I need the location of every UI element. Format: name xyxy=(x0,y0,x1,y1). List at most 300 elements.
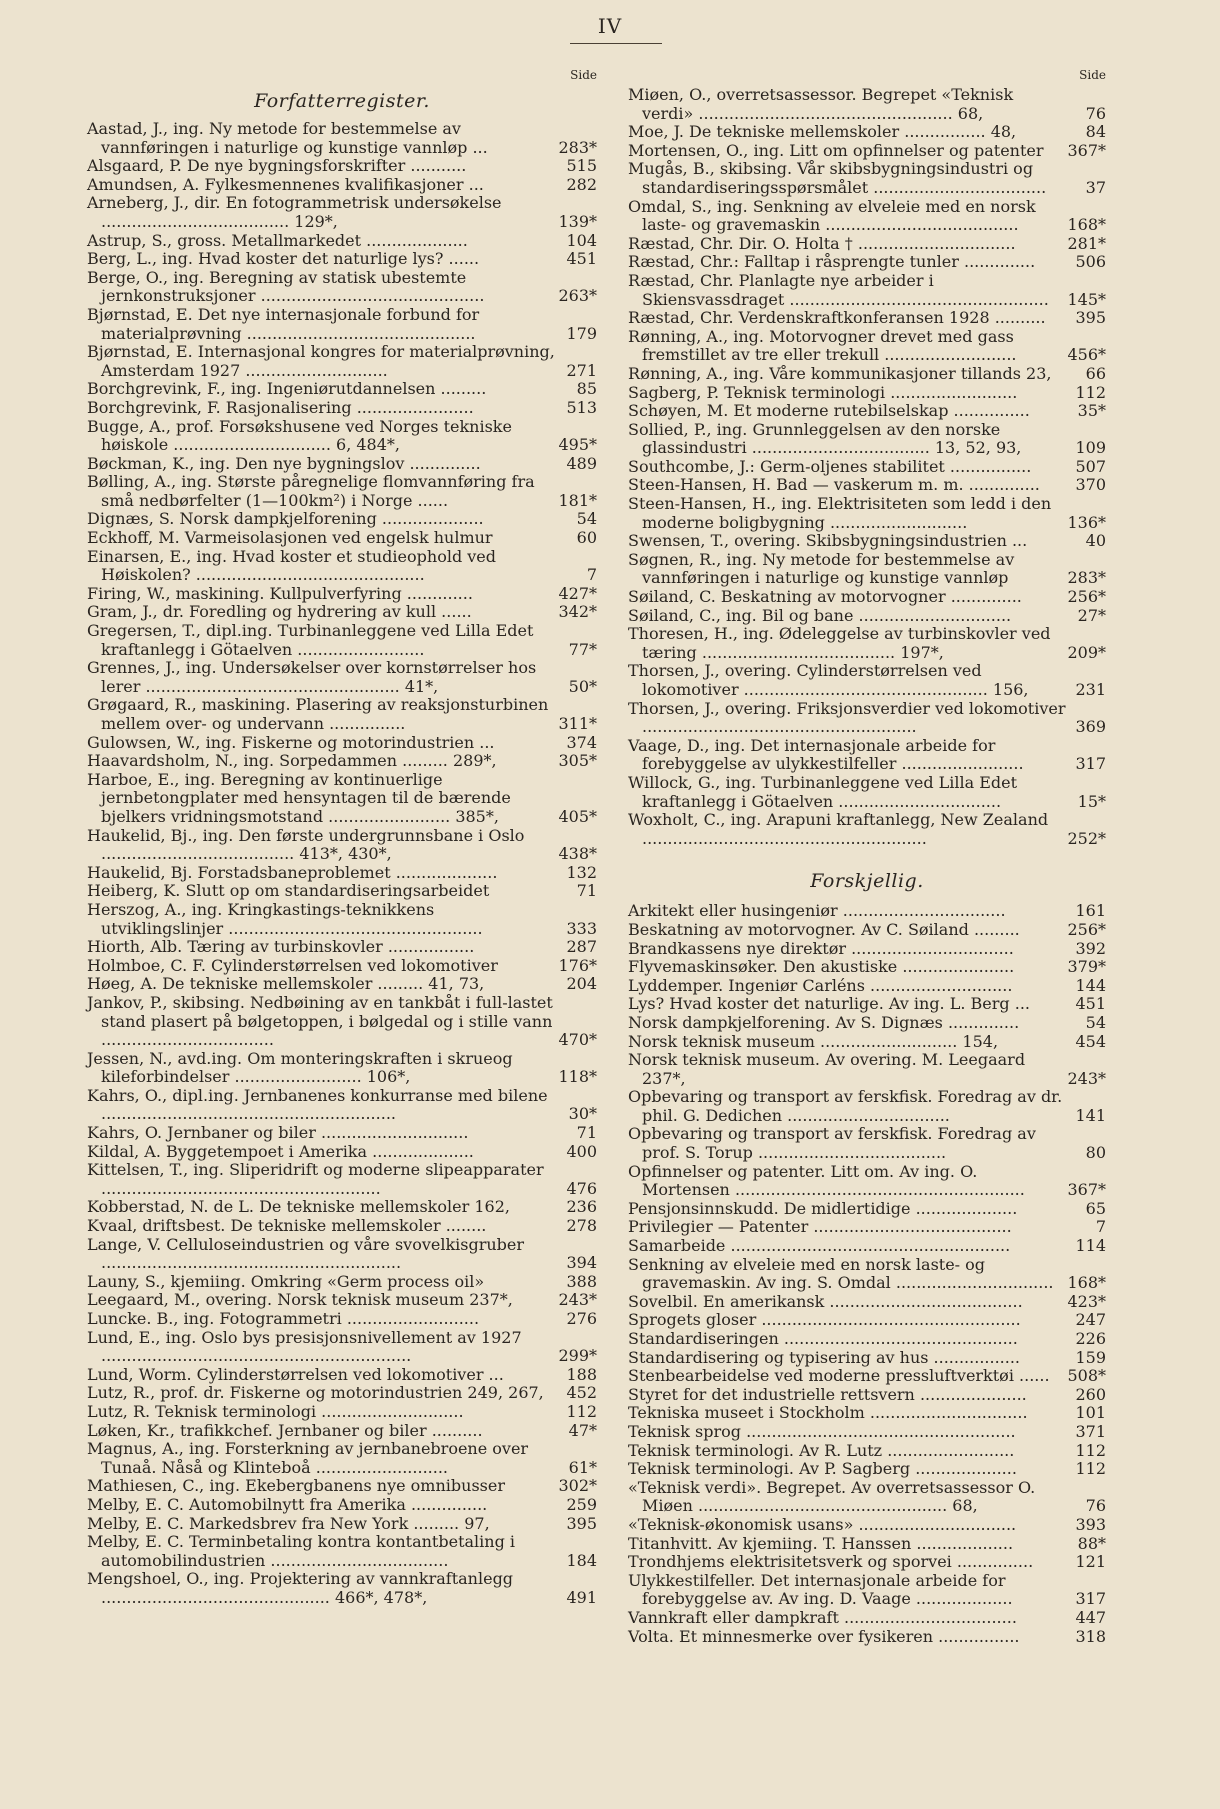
author-entry-list xyxy=(87,120,597,1608)
entry-text: Lange, V. Celluloseindustrien og våre svovelkisgruber ........................................................... xyxy=(87,1234,525,1273)
entry-text: Tekniska museet i Stockholm ............................... xyxy=(628,1403,1028,1423)
index-entry xyxy=(628,921,1106,940)
index-entry xyxy=(87,306,597,343)
entry-text: Mengshoel, O., ing. Projektering av vannkraftanlegg ............................................. 466*, 478*, xyxy=(87,1569,514,1607)
entry-text: Ræstad, Chr.: Falltap i råsprengte tunler .............. xyxy=(628,252,1036,272)
entry-page-number: 263* xyxy=(558,286,597,306)
entry-page-number: 35* xyxy=(1077,401,1106,421)
index-entry xyxy=(628,1163,1106,1200)
index-entry xyxy=(87,957,597,976)
entry-page-number: 109 xyxy=(1075,438,1106,458)
entry-text: Bølling, A., ing. Største påregnelige flomvannføring fra små nedbørfelter (1—100km²) i Norge ...... xyxy=(87,472,535,510)
entry-page-number: 7 xyxy=(1095,1217,1106,1237)
entry-page-number: 209* xyxy=(1067,642,1106,662)
entry-page-number: 491 xyxy=(566,1587,597,1607)
index-entry xyxy=(87,120,597,157)
entry-text: Søiland, C. Beskatning av motorvogner .............. xyxy=(628,587,1022,607)
entry-text: Mugås, B., skibsing. Vår skibsbygningsindustri og standardiseringsspørsmålet .................................. xyxy=(628,159,1047,197)
author-index-column xyxy=(87,68,597,1608)
index-entry xyxy=(628,1125,1106,1162)
index-entry xyxy=(87,901,597,938)
entry-page-number: 400 xyxy=(566,1141,597,1161)
entry-text: Berg, L., ing. Hvad koster det naturlige lys? ...... xyxy=(87,249,480,269)
entry-text: Bjørnstad, E. Det nye internasjonale forbund for materialprøvning ............................................. xyxy=(87,304,480,343)
index-entry xyxy=(87,1050,597,1087)
index-entry xyxy=(87,455,597,474)
index-entry xyxy=(628,253,1106,272)
entry-text: «Teknisk verdi». Begrepet. Av overretsassessor O. Miøen ................................................. 68, xyxy=(628,1477,1036,1516)
index-entry xyxy=(87,548,597,585)
entry-page-number: 259 xyxy=(566,1494,597,1514)
entry-page-number: 101 xyxy=(1075,1403,1106,1423)
index-entry xyxy=(628,384,1106,403)
entry-page-number: 276 xyxy=(566,1309,597,1328)
entry-text: Kahrs, O., dipl.ing. Jernbanenes konkurranse med bilene .......................................................... xyxy=(87,1085,548,1124)
entry-page-number: 452 xyxy=(566,1383,597,1403)
index-entry xyxy=(87,1198,597,1217)
entry-page-number: 40 xyxy=(1085,531,1106,551)
index-entry xyxy=(87,399,597,418)
entry-text: Stenbearbeidelse ved moderne pressluftverktøi ...... xyxy=(628,1366,1050,1386)
entry-text: Herszog, A., ing. Kringkastings-teknikkens utviklingslinjer .................................................. xyxy=(87,899,483,938)
index-entry xyxy=(628,662,1106,699)
entry-text: Heiberg, K. Slutt op om standardiseringsarbeidet xyxy=(87,881,490,901)
index-entry xyxy=(87,1384,597,1403)
entry-page-number: 495* xyxy=(558,435,597,455)
entry-text: Arneberg, J., dir. En fotogrammetrisk undersøkelse ..................................... 129*, xyxy=(87,193,502,231)
entry-text: Kittelsen, T., ing. Sliperidrift og moderne slipeapparater ....................................................... xyxy=(87,1160,544,1198)
entry-page-number: 66 xyxy=(1085,363,1106,383)
entry-page-number: 318 xyxy=(1075,1626,1106,1646)
index-entry xyxy=(628,1609,1106,1628)
entry-text: Berge, O., ing. Beregning av statisk ubestemte jernkonstruksjoner ............................................ xyxy=(87,267,485,306)
entry-page-number: 299* xyxy=(558,1346,597,1366)
index-entry xyxy=(87,1366,597,1385)
index-entry xyxy=(87,1161,597,1198)
entry-page-number: 395 xyxy=(566,1513,597,1533)
entry-text: Moe, J. De tekniske mellemskoler ................ 48, xyxy=(628,122,1017,142)
entry-page-number: 181* xyxy=(558,490,597,510)
entry-page-number: 447 xyxy=(1075,1607,1106,1627)
entry-page-number: 395 xyxy=(1075,308,1106,328)
index-entry xyxy=(87,659,597,696)
entry-page-number: 282 xyxy=(566,174,597,194)
entry-page-number: 37 xyxy=(1085,177,1106,197)
entry-page-number: 256* xyxy=(1067,587,1106,607)
index-entry xyxy=(628,476,1106,495)
index-entry xyxy=(87,1440,597,1477)
side-column-label: Side xyxy=(570,68,597,82)
index-entry xyxy=(87,1087,597,1124)
index-entry xyxy=(87,1217,597,1236)
entry-page-number: 454 xyxy=(1075,1031,1106,1051)
entry-page-number: 226 xyxy=(1075,1329,1106,1348)
entry-page-number: 176* xyxy=(558,955,597,975)
entry-text: Trondhjems elektrisitetsverk og sporvei ............... xyxy=(628,1552,1034,1572)
index-entry xyxy=(628,1479,1106,1516)
entry-page-number: 61* xyxy=(568,1457,597,1477)
entry-text: Haavardsholm, N., ing. Sorpedammen ......... 289*, xyxy=(87,751,497,771)
entry-text: Lund, Worm. Cylinderstørrelsen ved lokomotiver ... xyxy=(87,1364,504,1384)
page-number-rule xyxy=(570,43,662,44)
entry-text: Norsk teknisk museum ........................... 154, xyxy=(628,1031,999,1051)
entry-text: Høeg, A. De tekniske mellemskoler ......... 41, 73, xyxy=(87,974,485,994)
index-entry xyxy=(87,157,597,176)
entry-page-number: 7 xyxy=(586,565,597,585)
index-entry xyxy=(628,1051,1106,1088)
entry-page-number: 369 xyxy=(1075,717,1106,737)
index-entry xyxy=(87,734,597,753)
index-entry xyxy=(87,418,597,455)
entry-page-number: 112 xyxy=(1075,382,1106,402)
entry-page-number: 311* xyxy=(558,714,597,733)
entry-text: Jessen, N., avd.ing. Om monteringskraften i skrueog kileforbindelser ......................... 106*, xyxy=(87,1048,513,1087)
index-entry xyxy=(87,696,597,733)
entry-text: Bjørnstad, E. Internasjonal kongres for materialprøvning, Amsterdam 1927 ............................ xyxy=(87,342,555,380)
entry-page-number: 60 xyxy=(576,528,597,548)
index-entry xyxy=(87,250,597,269)
entry-page-number: 50* xyxy=(568,676,597,696)
index-entry xyxy=(628,142,1106,161)
entry-text: Launy, S., kjemiing. Omkring «Germ process oil» xyxy=(87,1271,485,1291)
entry-text: Gulowsen, W., ing. Fiskerne og motorindustrien ... xyxy=(87,732,495,752)
entry-text: Bøckman, K., ing. Den nye bygningslov .............. xyxy=(87,453,481,473)
entry-page-number: 506 xyxy=(1075,252,1106,272)
entry-page-number: 159 xyxy=(1075,1347,1106,1367)
entry-page-number: 513 xyxy=(566,397,597,417)
entry-text: Borchgrevink, F., ing. Ingeniørutdannelsen ......... xyxy=(87,379,487,399)
entry-page-number: 508* xyxy=(1067,1366,1106,1386)
index-entry xyxy=(628,1553,1106,1572)
index-entry xyxy=(628,1535,1106,1554)
entry-page-number: 392 xyxy=(1075,938,1106,958)
entry-page-number: 438* xyxy=(558,844,597,864)
entry-page-number: 15* xyxy=(1077,791,1106,811)
index-entry xyxy=(628,1014,1106,1033)
entry-text: Opbevaring og transport av ferskfisk. Foredrag av dr. phil. G. Dedichen ................................ xyxy=(628,1087,1063,1125)
entry-text: Alsgaard, P. De nye bygningsforskrifter ........... xyxy=(87,156,467,176)
entry-text: Astrup, S., gross. Metallmarkedet .................... xyxy=(87,230,468,250)
entry-text: Willock, G., ing. Turbinanleggene ved Lilla Edet kraftanlegg i Götaelven ................................ xyxy=(628,772,1018,811)
index-entry xyxy=(87,938,597,957)
entry-text: Firing, W., maskining. Kullpulverfyring ............. xyxy=(87,583,473,603)
entry-page-number: 256* xyxy=(1067,919,1106,939)
entry-text: Thorsen, J., overing. Cylinderstørrelsen ved lokomotiver ................................................ 156, xyxy=(628,661,1029,699)
entry-text: Sprogets gloser ................................................... xyxy=(628,1310,1021,1330)
entry-text: Gram, J., dr. Foredling og hydrering av kull ...... xyxy=(87,602,472,622)
entry-text: Borchgrevink, F. Rasjonalisering ....................... xyxy=(87,397,474,417)
entry-page-number: 394 xyxy=(566,1253,597,1273)
entry-page-number: 27* xyxy=(1077,605,1106,625)
entry-page-number: 342* xyxy=(558,602,597,622)
entry-text: Schøyen, M. Et moderne rutebilselskap ............... xyxy=(628,401,1030,421)
index-entry xyxy=(628,774,1106,811)
index-entry xyxy=(87,1533,597,1570)
index-entry xyxy=(628,328,1106,365)
index-entry xyxy=(628,1572,1106,1609)
index-entry xyxy=(628,1442,1106,1461)
index-entry xyxy=(87,1496,597,1515)
entry-page-number: 287 xyxy=(566,937,597,957)
entry-text: Haukelid, Bj., ing. Den første undergrunnsbane i Oslo ...................................... 413*, 430*, xyxy=(87,825,525,864)
index-entry xyxy=(87,752,597,771)
entry-text: Grennes, J., ing. Undersøkelser over kornstørrelser hos lerer .................................................. 41*, xyxy=(87,658,537,696)
index-entry xyxy=(628,737,1106,774)
index-entry xyxy=(87,529,597,548)
entry-text: Woxholt, C., ing. Arapuni kraftanlegg, New Zealand ........................................................ xyxy=(628,810,1049,848)
index-entry xyxy=(87,194,597,231)
entry-text: Thoresen, H., ing. Ødeleggelse av turbinskovler ved tæring ...................................... 197*, xyxy=(628,624,1051,662)
entry-page-number: 252* xyxy=(1067,828,1106,848)
index-entry xyxy=(87,975,597,994)
entry-text: Mathiesen, C., ing. Ekebergbanens nye omnibusser xyxy=(87,1476,505,1496)
entry-page-number: 281* xyxy=(1067,233,1106,253)
entry-text: Arkitekt eller husingeniør ................................ xyxy=(628,901,1006,921)
entry-text: Sollied, P., ing. Grunnleggelsen av den norske glassindustri ................................... 13, 52, 93, xyxy=(628,419,1022,458)
index-entry xyxy=(628,1460,1106,1479)
entry-text: Sagberg, P. Teknisk terminologi ......................... xyxy=(628,382,1018,402)
index-entry xyxy=(87,585,597,604)
entry-page-number: 118* xyxy=(558,1067,597,1087)
entry-page-number: 388 xyxy=(566,1271,597,1291)
entry-page-number: 84 xyxy=(1085,122,1106,142)
miscellaneous-section-title: Forskjellig. xyxy=(810,870,924,893)
entry-text: Amundsen, A. Fylkesmennenes kvalifikasjoner ... xyxy=(87,174,484,194)
entry-text: Gregersen, T., dipl.ing. Turbinanleggene ved Lilla Edet kraftanlegg i Götaelven ......................... xyxy=(87,621,534,659)
entry-page-number: 317 xyxy=(1075,754,1106,774)
entry-page-number: 204 xyxy=(566,974,597,994)
entry-text: Mortensen, O., ing. Litt om opfinnelser og patenter xyxy=(628,140,1044,160)
index-entry xyxy=(87,1291,597,1310)
index-entry xyxy=(628,811,1106,848)
entry-text: Standardisering og typisering av hus ................. xyxy=(628,1347,1020,1367)
entry-page-number: 243* xyxy=(558,1290,597,1310)
index-entry xyxy=(628,1516,1106,1535)
entry-text: Vaage, D., ing. Det internasjonale arbeide for forebyggelse av ulykkestilfeller ........................ xyxy=(628,735,1024,774)
index-entry xyxy=(628,1404,1106,1423)
entry-text: Lutz, R. Teknisk terminologi ............................ xyxy=(87,1401,464,1421)
entry-text: Rønning, A., ing. Motorvogner drevet med gass fremstillet av tre eller trekull .......................... xyxy=(628,326,1017,365)
entry-page-number: 139* xyxy=(558,211,597,231)
index-entry xyxy=(628,1218,1106,1237)
page-number: IV xyxy=(597,14,623,38)
entry-page-number: 317 xyxy=(1075,1589,1106,1609)
entry-page-number: 80 xyxy=(1085,1143,1106,1163)
index-entry xyxy=(628,700,1106,737)
entry-text: Lyddemper. Ingeniør Carléns ............................ xyxy=(628,975,1013,995)
index-entry xyxy=(87,827,597,864)
index-entry xyxy=(628,421,1106,458)
entry-text: Swensen, T., overing. Skibsbygningsindustrien ... xyxy=(628,531,1028,551)
entry-page-number: 515 xyxy=(566,156,597,176)
index-entry xyxy=(628,309,1106,328)
entry-page-number: 104 xyxy=(566,230,597,250)
index-entry xyxy=(87,1310,597,1329)
index-entry xyxy=(628,625,1106,662)
entry-page-number: 507 xyxy=(1075,456,1106,476)
entry-page-number: 47* xyxy=(568,1420,597,1440)
index-entry xyxy=(628,532,1106,551)
entry-page-number: 77* xyxy=(568,639,597,659)
entry-text: Aastad, J., ing. Ny metode for bestemmelse av vannføringen i naturlige og kunstige vannløp ... xyxy=(87,119,488,157)
index-entry xyxy=(628,551,1106,588)
index-entry xyxy=(87,603,597,622)
entry-page-number: 144 xyxy=(1075,975,1106,995)
entry-text: Steen-Hansen, H. Bad — vaskerum m. m. .............. xyxy=(628,475,1040,495)
entry-text: Ræstad, Chr. Planlagte nye arbeider i Skiensvassdraget ................................................... xyxy=(628,270,1049,309)
entry-page-number: 30* xyxy=(568,1104,597,1124)
entry-text: Pensjonsinnskudd. De midlertidige .................... xyxy=(628,1198,1018,1218)
index-entry xyxy=(628,86,1106,123)
entry-page-number: 54 xyxy=(576,509,597,529)
index-entry xyxy=(628,958,1106,977)
entry-text: Ulykkestilfeller. Det internasjonale arbeide for forebyggelse av. Av ing. D. Vaage ................... xyxy=(628,1570,1013,1609)
entry-text: Thorsen, J., overing. Friksjonsverdier ved lokomotiver ...................................................... xyxy=(628,698,1066,737)
entry-text: Holmboe, C. F. Cylinderstørrelsen ved lokomotiver xyxy=(87,955,498,975)
index-entry xyxy=(87,1477,597,1496)
index-entry xyxy=(87,1403,597,1422)
entry-text: Melby, E. C. Terminbetaling kontra kontantbetaling i automobilindustrien ................................... xyxy=(87,1532,516,1570)
entry-page-number: 367* xyxy=(1067,1180,1106,1200)
entry-page-number: 370 xyxy=(1075,475,1106,495)
entry-text: Titanhvitt. Av kjemiing. T. Hanssen ................... xyxy=(628,1533,1014,1553)
entry-page-number: 88* xyxy=(1077,1533,1106,1553)
entry-text: Ræstad, Chr. Verdenskraftkonferansen 1928 .......... xyxy=(628,308,1046,328)
index-entry xyxy=(628,1330,1106,1349)
entry-text: Vannkraft eller dampkraft .................................. xyxy=(628,1607,1017,1627)
index-entry xyxy=(628,235,1106,254)
index-entry xyxy=(628,1200,1106,1219)
index-entry xyxy=(628,940,1106,959)
index-entry xyxy=(628,1311,1106,1330)
entry-text: Opbevaring og transport av ferskfisk. Foredrag av prof. S. Torup ..................................... xyxy=(628,1124,1036,1163)
index-entry xyxy=(628,902,1106,921)
index-entry xyxy=(87,1124,597,1143)
entry-text: Opfinnelser og patenter. Litt om. Av ing. O. Mortensen ......................................................... xyxy=(628,1161,1025,1200)
entry-text: Magnus, A., ing. Forsterkning av jernbanebroene over Tunaå. Nåså og Klinteboå .......................... xyxy=(87,1439,529,1477)
index-entry xyxy=(628,458,1106,477)
entry-page-number: 184 xyxy=(566,1550,597,1570)
entry-page-number: 71 xyxy=(576,1123,597,1143)
entry-page-number: 470* xyxy=(558,1030,597,1050)
index-entry xyxy=(628,977,1106,996)
entry-text: Lund, E., ing. Oslo bys presisjonsnivellement av 1927 ............................................................. xyxy=(87,1327,522,1366)
index-entry xyxy=(87,1422,597,1441)
index-entry xyxy=(87,771,597,827)
entry-text: Steen-Hansen, H., ing. Elektrisiteten som ledd i den moderne boligbygning ........................... xyxy=(628,494,1052,532)
entry-text: Sovelbil. En amerikansk ...................................... xyxy=(628,1291,1023,1311)
entry-text: Kildal, A. Byggetempoet i Amerika .................... xyxy=(87,1141,474,1161)
entry-text: Haukelid, Bj. Forstadsbaneproblemet .................... xyxy=(87,862,498,882)
entry-page-number: 371 xyxy=(1075,1421,1106,1441)
entry-page-number: 54 xyxy=(1085,1012,1106,1032)
entry-text: Luncke. B., ing. Fotogrammetri .......................... xyxy=(87,1309,480,1328)
entry-page-number: 136* xyxy=(1067,512,1106,532)
entry-page-number: 76 xyxy=(1085,103,1106,123)
miscellaneous-entry-list xyxy=(628,902,1106,1646)
entry-text: Miøen, O., overretsassessor. Begrepet «Teknisk verdi» .................................................. 68, xyxy=(628,85,1014,123)
index-entry xyxy=(87,622,597,659)
entry-text: Norsk dampkjelforening. Av S. Dignæs .............. xyxy=(628,1012,1020,1032)
index-entry xyxy=(628,1033,1106,1052)
index-entry xyxy=(628,1237,1106,1256)
entry-page-number: 114 xyxy=(1075,1236,1106,1256)
index-entry xyxy=(628,495,1106,532)
author-index-title: Forfatterregister. xyxy=(254,90,430,112)
entry-text: Kahrs, O. Jernbaner og biler ............................. xyxy=(87,1123,469,1143)
index-entry xyxy=(628,1367,1106,1386)
index-entry xyxy=(628,1293,1106,1312)
entry-page-number: 476 xyxy=(566,1178,597,1198)
index-entry xyxy=(628,607,1106,626)
entry-text: Norsk teknisk museum. Av overing. M. Leegaard 237*, xyxy=(628,1050,1026,1088)
entry-page-number: 65 xyxy=(1085,1198,1106,1218)
index-entry xyxy=(628,995,1106,1014)
entry-text: «Teknisk-økonomisk usans» ............................... xyxy=(628,1514,1017,1534)
entry-page-number: 271 xyxy=(566,360,597,380)
entry-page-number: 405* xyxy=(558,806,597,826)
index-entry xyxy=(628,1386,1106,1405)
entry-page-number: 236 xyxy=(566,1197,597,1217)
author-entry-list xyxy=(628,86,1106,848)
entry-text: Teknisk sprog ..................................................... xyxy=(628,1421,1016,1441)
index-entry xyxy=(87,1570,597,1607)
entry-page-number: 456* xyxy=(1067,345,1106,365)
entry-text: Søiland, C., ing. Bil og bane .............................. xyxy=(628,605,1012,625)
entry-text: Eckhoff, M. Varmeisolasjonen ved engelsk hulmur xyxy=(87,528,493,548)
index-entry xyxy=(628,1349,1106,1368)
entry-text: Bugge, A., prof. Forsøkshusene ved Norges tekniske høiskole ............................... 6, 484*, xyxy=(87,416,512,455)
index-entry xyxy=(87,269,597,306)
entry-page-number: 283* xyxy=(1067,568,1106,588)
entry-page-number: 374 xyxy=(566,732,597,752)
entry-text: Beskatning av motorvogner. Av C. Søiland ......... xyxy=(628,919,1020,939)
index-entry xyxy=(628,365,1106,384)
entry-page-number: 379* xyxy=(1067,957,1106,977)
entry-text: Ræstad, Chr. Dir. O. Holta † ............................... xyxy=(628,233,1016,253)
entry-text: Privilegier — Patenter ....................................... xyxy=(628,1217,1012,1237)
entry-page-number: 121 xyxy=(1075,1552,1106,1572)
author-index-continued-column xyxy=(628,68,1106,1646)
entry-page-number: 161 xyxy=(1075,901,1106,921)
entry-text: Standardiseringen .............................................. xyxy=(628,1329,1018,1348)
entry-text: Løken, Kr., trafikkchef. Jernbaner og biler .......... xyxy=(87,1420,483,1440)
index-entry xyxy=(628,160,1106,197)
entry-page-number: 427* xyxy=(558,583,597,603)
entry-text: Søgnen, R., ing. Ny metode for bestemmelse av vannføringen i naturlige og kunstige vannløp xyxy=(628,549,1015,588)
index-entry xyxy=(87,510,597,529)
index-entry xyxy=(628,123,1106,142)
entry-text: Melby, E. C. Markedsbrev fra New York ......... 97, xyxy=(87,1513,490,1533)
entry-text: Kobberstad, N. de L. De tekniske mellemskoler 162, xyxy=(87,1197,510,1217)
entry-page-number: 132 xyxy=(566,862,597,882)
entry-page-number: 231 xyxy=(1075,680,1106,699)
entry-text: Leegaard, M., overing. Norsk teknisk museum 237*, xyxy=(87,1290,513,1310)
entry-page-number: 168* xyxy=(1067,1273,1106,1293)
index-entry xyxy=(87,1273,597,1292)
index-entry xyxy=(87,1329,597,1366)
entry-page-number: 112 xyxy=(566,1401,597,1421)
index-entry xyxy=(87,380,597,399)
entry-text: Samarbeide ....................................................... xyxy=(628,1236,1011,1256)
index-entry xyxy=(628,198,1106,235)
entry-page-number: 168* xyxy=(1067,215,1106,235)
index-entry xyxy=(628,588,1106,607)
entry-page-number: 367* xyxy=(1067,140,1106,160)
entry-text: Flyvemaskinsøker. Den akustiske ...................... xyxy=(628,957,1015,977)
index-entry xyxy=(87,473,597,510)
index-entry xyxy=(87,994,597,1050)
